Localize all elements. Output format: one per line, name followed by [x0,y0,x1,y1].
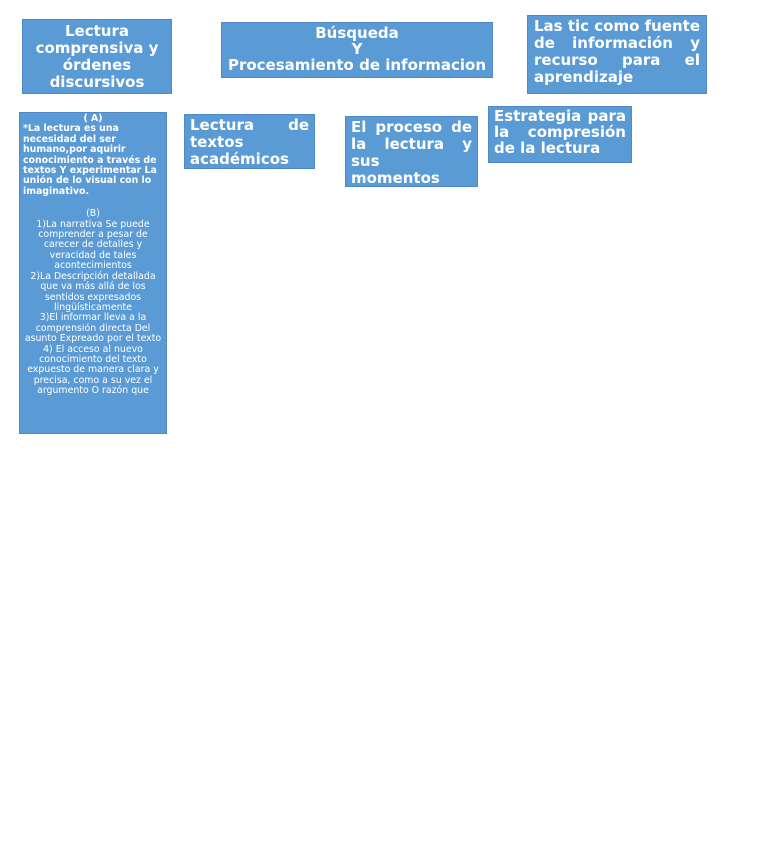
detail-section-b-title: (B) [86,208,100,220]
node-busqueda-procesamiento[interactable] [221,22,493,78]
detail-item: 3)El informar lleva a la comprensión directa Del asunto Expreado por el texto [24,312,162,345]
detail-item: 2)La Descripción detallada que va más allá de los sentidos expresados lingüísticamente [30,270,156,313]
node-estrategia-compresion-label: Estrategia para la compresión de la lectura [494,107,626,157]
node-busqueda-line3: Procesamiento de informacion [227,56,487,74]
node-tic-fuente-label: Las tic como fuente de información y recurso para el aprendizaje [534,17,701,86]
node-busqueda-line2: Y [351,40,363,58]
node-tic-fuente[interactable] [527,15,707,94]
detail-item: 1)La narrativa Se puede comprender a pesar de carecer de detalles y veracidad de tales acontecimientos [36,218,150,272]
node-detail-text[interactable] [19,112,167,434]
node-textos-academicos[interactable] [184,114,315,169]
detail-section-b [23,209,163,396]
detail-section-a-title: ( A) [83,113,103,124]
detail-item: 4) El acceso al nuevo conocimiento del texto expuesto de manera clara y precisa, como a su vez el argumento O razón que [27,343,159,397]
node-lectura-comprensiva[interactable] [22,19,172,94]
node-estrategia-compresion[interactable] [488,106,632,163]
node-textos-academicos-label: Lectura de textos académicos [190,116,309,168]
node-proceso-lectura-label: El proceso de la lectura y sus momentos claves [351,118,472,204]
detail-section-a [23,114,163,197]
node-proceso-lectura[interactable] [345,116,478,204]
node-lectura-comprensiva-label: Lectura comprensiva y órdenes discursivos [35,22,159,91]
node-busqueda-line1: Búsqueda [315,24,399,42]
detail-section-a-text: *La lectura es una necesidad del ser humano,por aquirir conocimiento a través de textos Y experimentar La unión de lo visual con lo imaginativo. [23,123,157,197]
